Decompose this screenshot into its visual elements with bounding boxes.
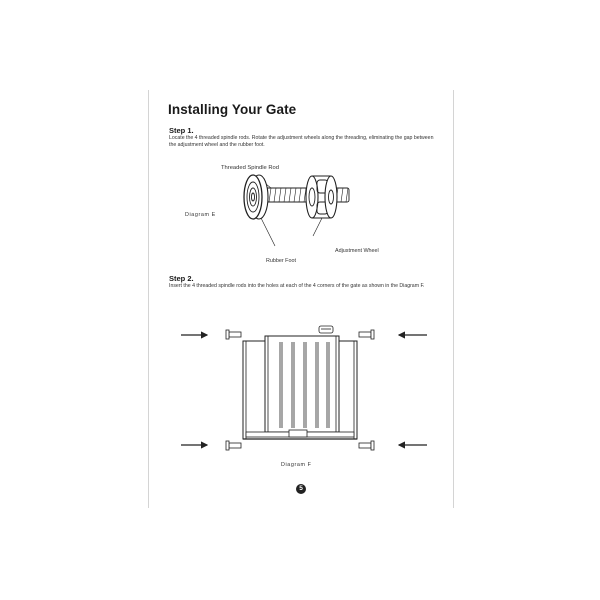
adjustment-wheel-label: Adjustment Wheel (335, 248, 379, 254)
manual-page (148, 90, 454, 508)
step-2-heading: Step 2. (169, 274, 194, 283)
page-title: Installing Your Gate (168, 102, 297, 117)
step-2-text: Insert the 4 threaded spindle rods into the holes at each of the 4 corners of the gate as shown in the Diagram F. (169, 283, 425, 289)
step-1-heading: Step 1. (169, 126, 194, 135)
diagram-f-illustration (149, 312, 453, 462)
threaded-spindle-rod-label: Threaded Spindle Rod (221, 165, 280, 171)
diagram-e-illustration (149, 150, 453, 270)
page-number: 5 (296, 484, 306, 494)
step-1-text: Locate the 4 threaded spindle rods. Rotate the adjustment wheels along the threading, eliminating the gap between the adjustment wheel and the rubber foot. (169, 135, 434, 148)
rubber-foot-label: Rubber Foot (266, 258, 296, 264)
diagram-e-label: Diagram E (185, 212, 216, 218)
diagram-f-label: Diagram F (281, 462, 312, 468)
